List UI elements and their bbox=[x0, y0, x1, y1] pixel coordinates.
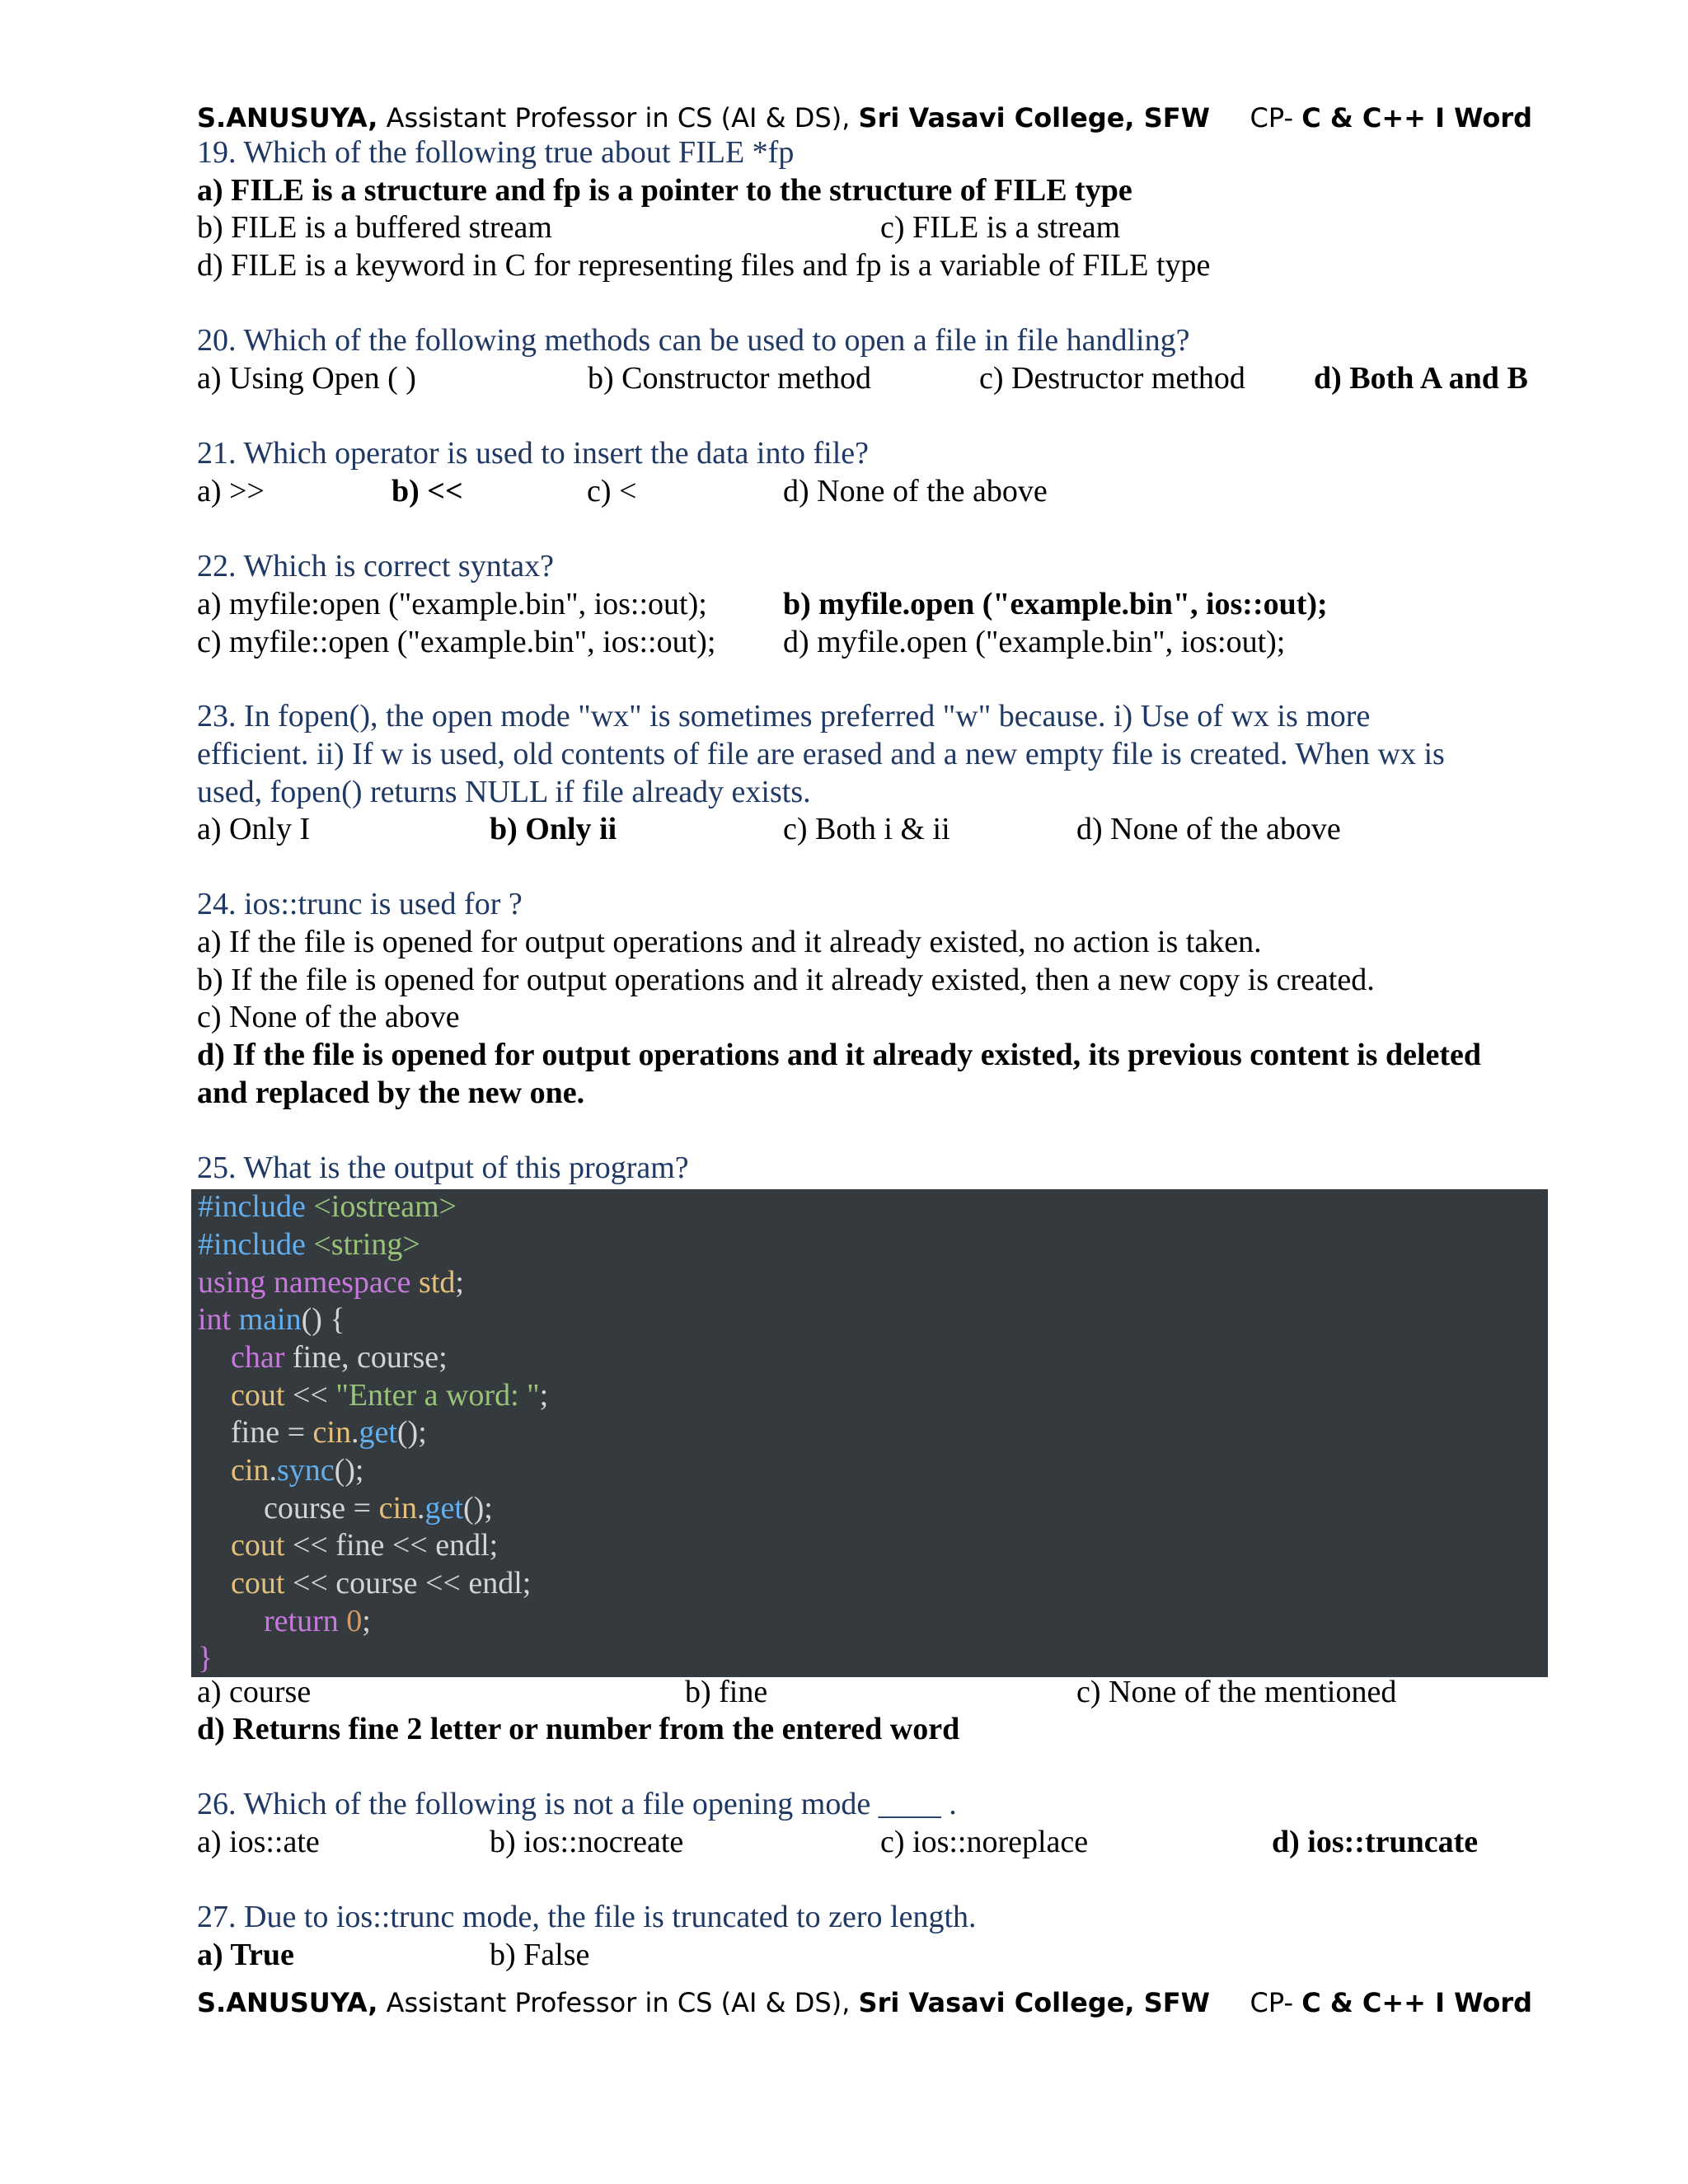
q19-question: 19. Which of the following true about FILE *fp bbox=[197, 135, 795, 170]
q23-option-c: c) Both i & ii bbox=[783, 812, 950, 846]
code-token: cin bbox=[312, 1415, 351, 1450]
code-token: ; bbox=[455, 1265, 464, 1300]
footer-course: C & C++ I Word bbox=[1301, 1987, 1532, 2018]
footer-role: Assistant Professor in CS (AI & DS), bbox=[377, 1987, 859, 2018]
header-course: C & C++ I Word bbox=[1301, 102, 1532, 134]
q22-question: 22. Which is correct syntax? bbox=[197, 549, 554, 583]
q22-option-c: c) myfile::open ("example.bin", ios::out); bbox=[197, 625, 716, 659]
code-token: get bbox=[359, 1415, 397, 1450]
q19-option-a: a) FILE is a structure and fp is a pointer to the structure of FILE type bbox=[197, 173, 1132, 208]
q22-option-b: b) myfile.open ("example.bin", ios::out); bbox=[783, 587, 1328, 621]
q25-option-a: a) course bbox=[197, 1675, 312, 1709]
header-role: Assistant Professor in CS (AI & DS), bbox=[377, 102, 859, 134]
q27-option-b: b) False bbox=[490, 1938, 590, 1972]
code-line-2 bbox=[198, 1226, 420, 1263]
code-line-10 bbox=[231, 1526, 498, 1564]
q25-question: 25. What is the output of this program? bbox=[197, 1151, 689, 1185]
code-line-1 bbox=[198, 1188, 457, 1226]
code-token: cout bbox=[231, 1566, 285, 1601]
code-token: . bbox=[269, 1453, 277, 1488]
q21-option-a: a) >> bbox=[197, 474, 265, 509]
code-token: #include bbox=[198, 1227, 314, 1262]
q21-option-b: b) << bbox=[392, 474, 463, 509]
code-token: fine, course; bbox=[284, 1340, 448, 1375]
q24-option-d-line-1: d) If the file is opened for output operations and it already existed, its previous content is deleted bbox=[197, 1038, 1482, 1072]
q25-option-c: c) None of the mentioned bbox=[1076, 1675, 1397, 1709]
code-line-6 bbox=[231, 1376, 548, 1414]
code-token: char bbox=[231, 1340, 285, 1375]
code-token: 0 bbox=[346, 1604, 363, 1638]
header-author: S.ANUSUYA, bbox=[197, 102, 378, 134]
footer-author: S.ANUSUYA, bbox=[197, 1987, 378, 2018]
code-token: (); bbox=[462, 1491, 493, 1526]
code-token: } bbox=[198, 1641, 213, 1675]
q25-option-d: d) Returns fine 2 letter or number from the entered word bbox=[197, 1712, 960, 1746]
q26-option-a: a) ios::ate bbox=[197, 1825, 320, 1859]
code-token: #include bbox=[198, 1189, 314, 1224]
q24-question: 24. ios::trunc is used for ? bbox=[197, 887, 523, 921]
q23-question-line-1: 23. In fopen(), the open mode "wx" is sometimes preferred "w" because. i) Use of wx is more bbox=[197, 699, 1371, 733]
code-token: (); bbox=[396, 1415, 427, 1450]
q21-option-c: c) < bbox=[587, 474, 637, 509]
q22-option-d: d) myfile.open ("example.bin", ios:out); bbox=[783, 625, 1286, 659]
q25-option-b: b) fine bbox=[685, 1675, 768, 1709]
code-token: << course << endl; bbox=[284, 1566, 532, 1601]
q23-option-d: d) None of the above bbox=[1076, 812, 1341, 846]
q20-option-c: c) Destructor method bbox=[979, 361, 1245, 396]
code-line-3 bbox=[198, 1263, 464, 1301]
q24-option-c: c) None of the above bbox=[197, 1000, 460, 1034]
header-right bbox=[1250, 95, 1532, 141]
code-token: using namespace bbox=[198, 1265, 420, 1300]
code-token: int bbox=[198, 1302, 239, 1337]
code-line-4 bbox=[198, 1301, 345, 1338]
code-token: std bbox=[419, 1265, 456, 1300]
code-line-13 bbox=[198, 1639, 213, 1677]
code-token: return bbox=[264, 1604, 347, 1638]
code-token: << bbox=[284, 1378, 336, 1413]
code-token: cout bbox=[231, 1528, 285, 1563]
q20-option-a: a) Using Open ( ) bbox=[197, 361, 416, 396]
q21-option-d: d) None of the above bbox=[783, 474, 1048, 509]
footer-right bbox=[1250, 1980, 1532, 2026]
q19-option-c: c) FILE is a stream bbox=[880, 210, 1121, 245]
code-token: . bbox=[417, 1491, 425, 1526]
q24-option-d-line-2: and replaced by the new one. bbox=[197, 1076, 585, 1110]
code-line-11 bbox=[231, 1564, 531, 1602]
q24-option-b: b) If the file is opened for output operations and it already existed, then a new copy is created. bbox=[197, 963, 1375, 997]
code-token: <iostream> bbox=[313, 1189, 457, 1224]
footer-left bbox=[197, 1980, 1210, 2026]
code-line-5 bbox=[231, 1338, 448, 1376]
header-college: Sri Vasavi College, SFW bbox=[858, 102, 1210, 134]
q23-option-b: b) Only ii bbox=[490, 812, 617, 846]
header-course-prefix: CP- bbox=[1250, 102, 1302, 134]
code-token: cout bbox=[231, 1378, 285, 1413]
q27-option-a: a) True bbox=[197, 1938, 294, 1972]
code-line-12 bbox=[264, 1602, 371, 1640]
code-line-8 bbox=[231, 1451, 363, 1489]
footer-course-prefix: CP- bbox=[1250, 1987, 1302, 2018]
q24-option-a: a) If the file is opened for output operations and it already existed, no action is taken. bbox=[197, 925, 1262, 959]
q26-question: 26. Which of the following is not a file opening mode ____ . bbox=[197, 1787, 957, 1821]
q19-option-b: b) FILE is a buffered stream bbox=[197, 210, 552, 245]
code-token: cin bbox=[231, 1453, 270, 1488]
q23-question-line-2: efficient. ii) If w is used, old contents of file are erased and a new empty file is created. When wx is bbox=[197, 737, 1445, 771]
code-token: <string> bbox=[313, 1227, 420, 1262]
code-block bbox=[191, 1189, 1548, 1677]
q20-option-b: b) Constructor method bbox=[588, 361, 872, 396]
code-token: cin bbox=[378, 1491, 418, 1526]
code-line-9 bbox=[264, 1489, 493, 1527]
q26-option-b: b) ios::nocreate bbox=[490, 1825, 684, 1859]
code-token: fine = bbox=[231, 1415, 313, 1450]
q22-option-a: a) myfile:open ("example.bin", ios::out); bbox=[197, 587, 707, 621]
code-token: ; bbox=[362, 1604, 371, 1638]
code-token: main bbox=[238, 1302, 302, 1337]
code-token: . bbox=[350, 1415, 359, 1450]
page-footer bbox=[197, 1980, 1532, 2026]
q26-option-d: d) ios::truncate bbox=[1272, 1825, 1479, 1859]
code-token: (); bbox=[334, 1453, 364, 1488]
code-token: course = bbox=[264, 1491, 379, 1526]
q20-question: 20. Which of the following methods can be used to open a file in file handling? bbox=[197, 323, 1190, 358]
footer-college: Sri Vasavi College, SFW bbox=[858, 1987, 1210, 2018]
q27-question: 27. Due to ios::trunc mode, the file is truncated to zero length. bbox=[197, 1900, 977, 1934]
code-token: sync bbox=[276, 1453, 335, 1488]
code-token: () { bbox=[301, 1302, 345, 1337]
code-token: ; bbox=[539, 1378, 549, 1413]
q26-option-c: c) ios::noreplace bbox=[880, 1825, 1089, 1859]
code-token: get bbox=[424, 1491, 463, 1526]
q23-option-a: a) Only I bbox=[197, 812, 311, 846]
q23-question-line-3: used, fopen() returns NULL if file already exists. bbox=[197, 775, 811, 809]
q19-option-d: d) FILE is a keyword in C for representing files and fp is a variable of FILE type bbox=[197, 248, 1211, 283]
q21-question: 21. Which operator is used to insert the data into file? bbox=[197, 436, 870, 471]
q20-option-d: d) Both A and B bbox=[1314, 361, 1528, 396]
code-line-7 bbox=[231, 1413, 427, 1451]
code-token: << fine << endl; bbox=[284, 1528, 499, 1563]
code-token: "Enter a word: " bbox=[335, 1378, 540, 1413]
